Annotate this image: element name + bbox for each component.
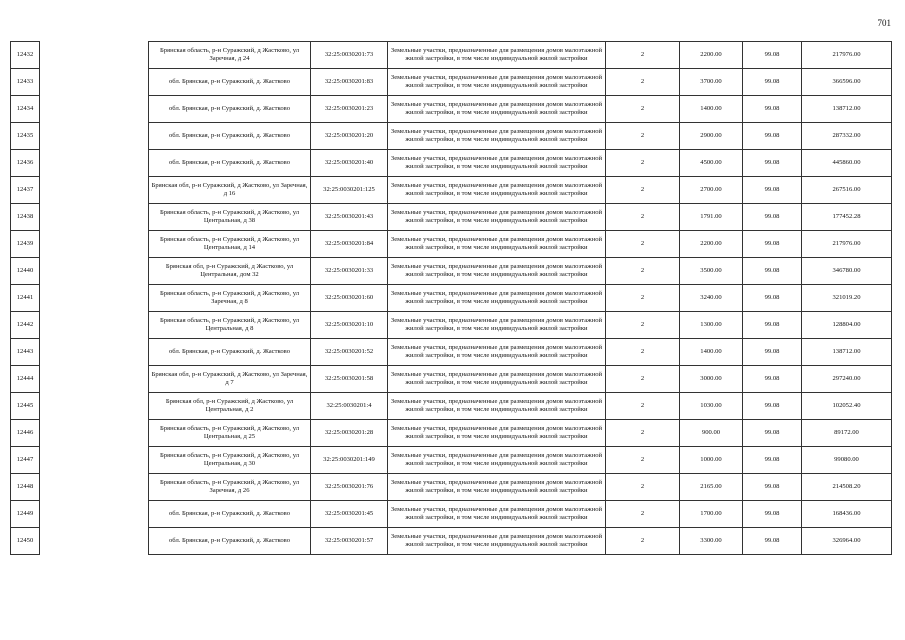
coefficient-cell: 99.08 — [743, 366, 802, 393]
land-use-cell: Земельные участки, предназначенные для размещения домов малоэтажной жилой застройки, в том числе индивидуальной жилой застройки — [388, 204, 606, 231]
group-cell: 2 — [606, 177, 680, 204]
group-cell: 2 — [606, 312, 680, 339]
spacer-cell — [40, 501, 149, 528]
group-cell: 2 — [606, 69, 680, 96]
row-number-cell: 12433 — [11, 69, 40, 96]
address-cell: Брянская область, р-н Суражский, д Жастково, ул Центральная, д 25 — [149, 420, 311, 447]
area-cell: 2900.00 — [680, 123, 743, 150]
address-cell: обл. Брянская, р-н Суражский, д. Жастково — [149, 96, 311, 123]
cadastral-value-cell: 138712.00 — [802, 339, 892, 366]
cadastral-number-cell: 32:25:0030201:84 — [311, 231, 388, 258]
address-cell: обл. Брянская, р-н Суражский, д. Жастково — [149, 501, 311, 528]
address-cell: Брянская область, р-н Суражский, д Жастково, ул Центральная, д 30 — [149, 447, 311, 474]
land-use-cell: Земельные участки, предназначенные для размещения домов малоэтажной жилой застройки, в том числе индивидуальной жилой застройки — [388, 393, 606, 420]
area-cell: 3000.00 — [680, 366, 743, 393]
cadastral-number-cell: 32:25:0030201:40 — [311, 150, 388, 177]
spacer-cell — [40, 258, 149, 285]
coefficient-cell: 99.08 — [743, 501, 802, 528]
address-cell: Брянская область, р-н Суражский, д Жастково, ул Заречная, д 24 — [149, 42, 311, 69]
area-cell: 3240.00 — [680, 285, 743, 312]
area-cell: 900.00 — [680, 420, 743, 447]
coefficient-cell: 99.08 — [743, 177, 802, 204]
coefficient-cell: 99.08 — [743, 231, 802, 258]
row-number-cell: 12443 — [11, 339, 40, 366]
group-cell: 2 — [606, 285, 680, 312]
row-number-cell: 12447 — [11, 447, 40, 474]
cadastral-value-table — [10, 41, 892, 555]
address-cell: Брянская область, р-н Суражский, д Жастково, ул Центральная, д 8 — [149, 312, 311, 339]
row-number-cell: 12444 — [11, 366, 40, 393]
area-cell: 1700.00 — [680, 501, 743, 528]
cadastral-value-cell: 267516.00 — [802, 177, 892, 204]
coefficient-cell: 99.08 — [743, 69, 802, 96]
cadastral-number-cell: 32:25:0030201:20 — [311, 123, 388, 150]
cadastral-number-cell: 32:25:0030201:23 — [311, 96, 388, 123]
row-number-cell: 12446 — [11, 420, 40, 447]
cadastral-value-cell: 168436.00 — [802, 501, 892, 528]
area-cell: 3300.00 — [680, 528, 743, 555]
address-cell: обл. Брянская, р-н Суражский, д. Жастково — [149, 150, 311, 177]
row-number-cell: 12434 — [11, 96, 40, 123]
cadastral-number-cell: 32:25:0030201:10 — [311, 312, 388, 339]
address-cell: Брянская область, р-н Суражский, д Жастково, ул Заречная, д 8 — [149, 285, 311, 312]
table-row — [11, 96, 892, 123]
row-number-cell: 12440 — [11, 258, 40, 285]
group-cell: 2 — [606, 204, 680, 231]
table-row — [11, 393, 892, 420]
land-use-cell: Земельные участки, предназначенные для размещения домов малоэтажной жилой застройки, в том числе индивидуальной жилой застройки — [388, 420, 606, 447]
table-row — [11, 150, 892, 177]
coefficient-cell: 99.08 — [743, 285, 802, 312]
address-cell: Брянская обл, р-н Суражский, д Жастково, ул Заречная, д 16 — [149, 177, 311, 204]
row-number-cell: 12436 — [11, 150, 40, 177]
spacer-cell — [40, 366, 149, 393]
area-cell: 1791.00 — [680, 204, 743, 231]
coefficient-cell: 99.08 — [743, 150, 802, 177]
table-body — [11, 42, 892, 555]
spacer-cell — [40, 285, 149, 312]
area-cell: 2700.00 — [680, 177, 743, 204]
cadastral-value-cell: 138712.00 — [802, 96, 892, 123]
spacer-cell — [40, 69, 149, 96]
coefficient-cell: 99.08 — [743, 123, 802, 150]
area-cell: 1400.00 — [680, 96, 743, 123]
cadastral-value-cell: 217976.00 — [802, 231, 892, 258]
cadastral-value-cell: 297240.00 — [802, 366, 892, 393]
cadastral-number-cell: 32:25:0030201:33 — [311, 258, 388, 285]
table-row — [11, 420, 892, 447]
area-cell: 3700.00 — [680, 69, 743, 96]
cadastral-value-cell: 346780.00 — [802, 258, 892, 285]
cadastral-number-cell: 32:25:0030201:4 — [311, 393, 388, 420]
table-row — [11, 204, 892, 231]
land-use-cell: Земельные участки, предназначенные для размещения домов малоэтажной жилой застройки, в том числе индивидуальной жилой застройки — [388, 258, 606, 285]
land-use-cell: Земельные участки, предназначенные для размещения домов малоэтажной жилой застройки, в том числе индивидуальной жилой застройки — [388, 447, 606, 474]
spacer-cell — [40, 447, 149, 474]
cadastral-value-cell: 321019.20 — [802, 285, 892, 312]
address-cell: Брянская область, р-н Суражский, д Жастково, ул Заречная, д 26 — [149, 474, 311, 501]
land-use-cell: Земельные участки, предназначенные для размещения домов малоэтажной жилой застройки, в том числе индивидуальной жилой застройки — [388, 42, 606, 69]
spacer-cell — [40, 474, 149, 501]
spacer-cell — [40, 393, 149, 420]
area-cell: 1000.00 — [680, 447, 743, 474]
spacer-cell — [40, 312, 149, 339]
land-use-cell: Земельные участки, предназначенные для размещения домов малоэтажной жилой застройки, в том числе индивидуальной жилой застройки — [388, 123, 606, 150]
area-cell: 2200.00 — [680, 42, 743, 69]
cadastral-number-cell: 32:25:0030201:45 — [311, 501, 388, 528]
row-number-cell: 12439 — [11, 231, 40, 258]
area-cell: 4500.00 — [680, 150, 743, 177]
table-row — [11, 42, 892, 69]
coefficient-cell: 99.08 — [743, 420, 802, 447]
spacer-cell — [40, 420, 149, 447]
row-number-cell: 12448 — [11, 474, 40, 501]
group-cell: 2 — [606, 42, 680, 69]
cadastral-number-cell: 32:25:0030201:43 — [311, 204, 388, 231]
cadastral-number-cell: 32:25:0030201:52 — [311, 339, 388, 366]
cadastral-value-cell: 287332.00 — [802, 123, 892, 150]
cadastral-value-cell: 445860.00 — [802, 150, 892, 177]
spacer-cell — [40, 150, 149, 177]
spacer-cell — [40, 528, 149, 555]
cadastral-value-cell: 326964.00 — [802, 528, 892, 555]
row-number-cell: 12438 — [11, 204, 40, 231]
coefficient-cell: 99.08 — [743, 393, 802, 420]
row-number-cell: 12441 — [11, 285, 40, 312]
cadastral-number-cell: 32:25:0030201:60 — [311, 285, 388, 312]
area-cell: 1030.00 — [680, 393, 743, 420]
group-cell: 2 — [606, 393, 680, 420]
row-number-cell: 12435 — [11, 123, 40, 150]
group-cell: 2 — [606, 474, 680, 501]
address-cell: Брянская обл, р-н Суражский, д Жастково, ул Центральная, дом 32 — [149, 258, 311, 285]
cadastral-number-cell: 32:25:0030201:83 — [311, 69, 388, 96]
group-cell: 2 — [606, 420, 680, 447]
coefficient-cell: 99.08 — [743, 447, 802, 474]
coefficient-cell: 99.08 — [743, 528, 802, 555]
land-use-cell: Земельные участки, предназначенные для размещения домов малоэтажной жилой застройки, в том числе индивидуальной жилой застройки — [388, 285, 606, 312]
table-row — [11, 177, 892, 204]
land-use-cell: Земельные участки, предназначенные для размещения домов малоэтажной жилой застройки, в том числе индивидуальной жилой застройки — [388, 177, 606, 204]
coefficient-cell: 99.08 — [743, 339, 802, 366]
area-cell: 1300.00 — [680, 312, 743, 339]
table-row — [11, 474, 892, 501]
coefficient-cell: 99.08 — [743, 96, 802, 123]
table-row — [11, 69, 892, 96]
spacer-cell — [40, 231, 149, 258]
spacer-cell — [40, 177, 149, 204]
coefficient-cell: 99.08 — [743, 312, 802, 339]
group-cell: 2 — [606, 258, 680, 285]
land-use-cell: Земельные участки, предназначенные для размещения домов малоэтажной жилой застройки, в том числе индивидуальной жилой застройки — [388, 96, 606, 123]
cadastral-number-cell: 32:25:0030201:57 — [311, 528, 388, 555]
group-cell: 2 — [606, 339, 680, 366]
cadastral-value-cell: 128804.00 — [802, 312, 892, 339]
spacer-cell — [40, 42, 149, 69]
cadastral-value-cell: 99080.00 — [802, 447, 892, 474]
group-cell: 2 — [606, 150, 680, 177]
group-cell: 2 — [606, 231, 680, 258]
page-number: 701 — [877, 18, 891, 28]
cadastral-number-cell: 32:25:0030201:73 — [311, 42, 388, 69]
cadastral-value-cell: 102052.40 — [802, 393, 892, 420]
spacer-cell — [40, 204, 149, 231]
spacer-cell — [40, 96, 149, 123]
row-number-cell: 12445 — [11, 393, 40, 420]
address-cell: обл. Брянская, р-н Суражский, д. Жастково — [149, 339, 311, 366]
table-row — [11, 528, 892, 555]
land-use-cell: Земельные участки, предназначенные для размещения домов малоэтажной жилой застройки, в том числе индивидуальной жилой застройки — [388, 474, 606, 501]
cadastral-value-cell: 214508.20 — [802, 474, 892, 501]
address-cell: Брянская обл, р-н Суражский, д Жастково, ул Заречная, д 7 — [149, 366, 311, 393]
address-cell: Брянская область, р-н Суражский, д Жастково, ул Центральная, д 38 — [149, 204, 311, 231]
land-use-cell: Земельные участки, предназначенные для размещения домов малоэтажной жилой застройки, в том числе индивидуальной жилой застройки — [388, 150, 606, 177]
address-cell: обл. Брянская, р-н Суражский, д. Жастково — [149, 69, 311, 96]
cadastral-number-cell: 32:25:0030201:125 — [311, 177, 388, 204]
table-row — [11, 501, 892, 528]
group-cell: 2 — [606, 366, 680, 393]
address-cell: Брянская область, р-н Суражский, д Жастково, ул Центральная, д 14 — [149, 231, 311, 258]
cadastral-value-cell: 366596.00 — [802, 69, 892, 96]
area-cell: 3500.00 — [680, 258, 743, 285]
cadastral-number-cell: 32:25:0030201:76 — [311, 474, 388, 501]
table-row — [11, 285, 892, 312]
cadastral-value-cell: 217976.00 — [802, 42, 892, 69]
land-use-cell: Земельные участки, предназначенные для размещения домов малоэтажной жилой застройки, в том числе индивидуальной жилой застройки — [388, 339, 606, 366]
table-row — [11, 312, 892, 339]
row-number-cell: 12442 — [11, 312, 40, 339]
address-cell: обл. Брянская, р-н Суражский, д. Жастково — [149, 123, 311, 150]
group-cell: 2 — [606, 528, 680, 555]
area-cell: 2200.00 — [680, 231, 743, 258]
group-cell: 2 — [606, 501, 680, 528]
coefficient-cell: 99.08 — [743, 42, 802, 69]
land-use-cell: Земельные участки, предназначенные для размещения домов малоэтажной жилой застройки, в том числе индивидуальной жилой застройки — [388, 69, 606, 96]
land-use-cell: Земельные участки, предназначенные для размещения домов малоэтажной жилой застройки, в том числе индивидуальной жилой застройки — [388, 312, 606, 339]
coefficient-cell: 99.08 — [743, 474, 802, 501]
address-cell: обл. Брянская, р-н Суражский, д. Жастково — [149, 528, 311, 555]
cadastral-value-cell: 177452.28 — [802, 204, 892, 231]
table-row — [11, 339, 892, 366]
table-row — [11, 366, 892, 393]
cadastral-number-cell: 32:25:0030201:149 — [311, 447, 388, 474]
coefficient-cell: 99.08 — [743, 258, 802, 285]
table-row — [11, 447, 892, 474]
group-cell: 2 — [606, 123, 680, 150]
row-number-cell: 12450 — [11, 528, 40, 555]
cadastral-number-cell: 32:25:0030201:58 — [311, 366, 388, 393]
land-use-cell: Земельные участки, предназначенные для размещения домов малоэтажной жилой застройки, в том числе индивидуальной жилой застройки — [388, 528, 606, 555]
spacer-cell — [40, 123, 149, 150]
group-cell: 2 — [606, 96, 680, 123]
spacer-cell — [40, 339, 149, 366]
row-number-cell: 12432 — [11, 42, 40, 69]
land-use-cell: Земельные участки, предназначенные для размещения домов малоэтажной жилой застройки, в том числе индивидуальной жилой застройки — [388, 231, 606, 258]
coefficient-cell: 99.08 — [743, 204, 802, 231]
area-cell: 1400.00 — [680, 339, 743, 366]
land-use-cell: Земельные участки, предназначенные для размещения домов малоэтажной жилой застройки, в том числе индивидуальной жилой застройки — [388, 501, 606, 528]
address-cell: Брянская обл, р-н Суражский, д Жастково, ул Центральная, д 2 — [149, 393, 311, 420]
table-row — [11, 258, 892, 285]
row-number-cell: 12437 — [11, 177, 40, 204]
area-cell: 2165.00 — [680, 474, 743, 501]
cadastral-value-cell: 89172.00 — [802, 420, 892, 447]
cadastral-number-cell: 32:25:0030201:28 — [311, 420, 388, 447]
group-cell: 2 — [606, 447, 680, 474]
table-row — [11, 123, 892, 150]
table-row — [11, 231, 892, 258]
land-use-cell: Земельные участки, предназначенные для размещения домов малоэтажной жилой застройки, в том числе индивидуальной жилой застройки — [388, 366, 606, 393]
row-number-cell: 12449 — [11, 501, 40, 528]
